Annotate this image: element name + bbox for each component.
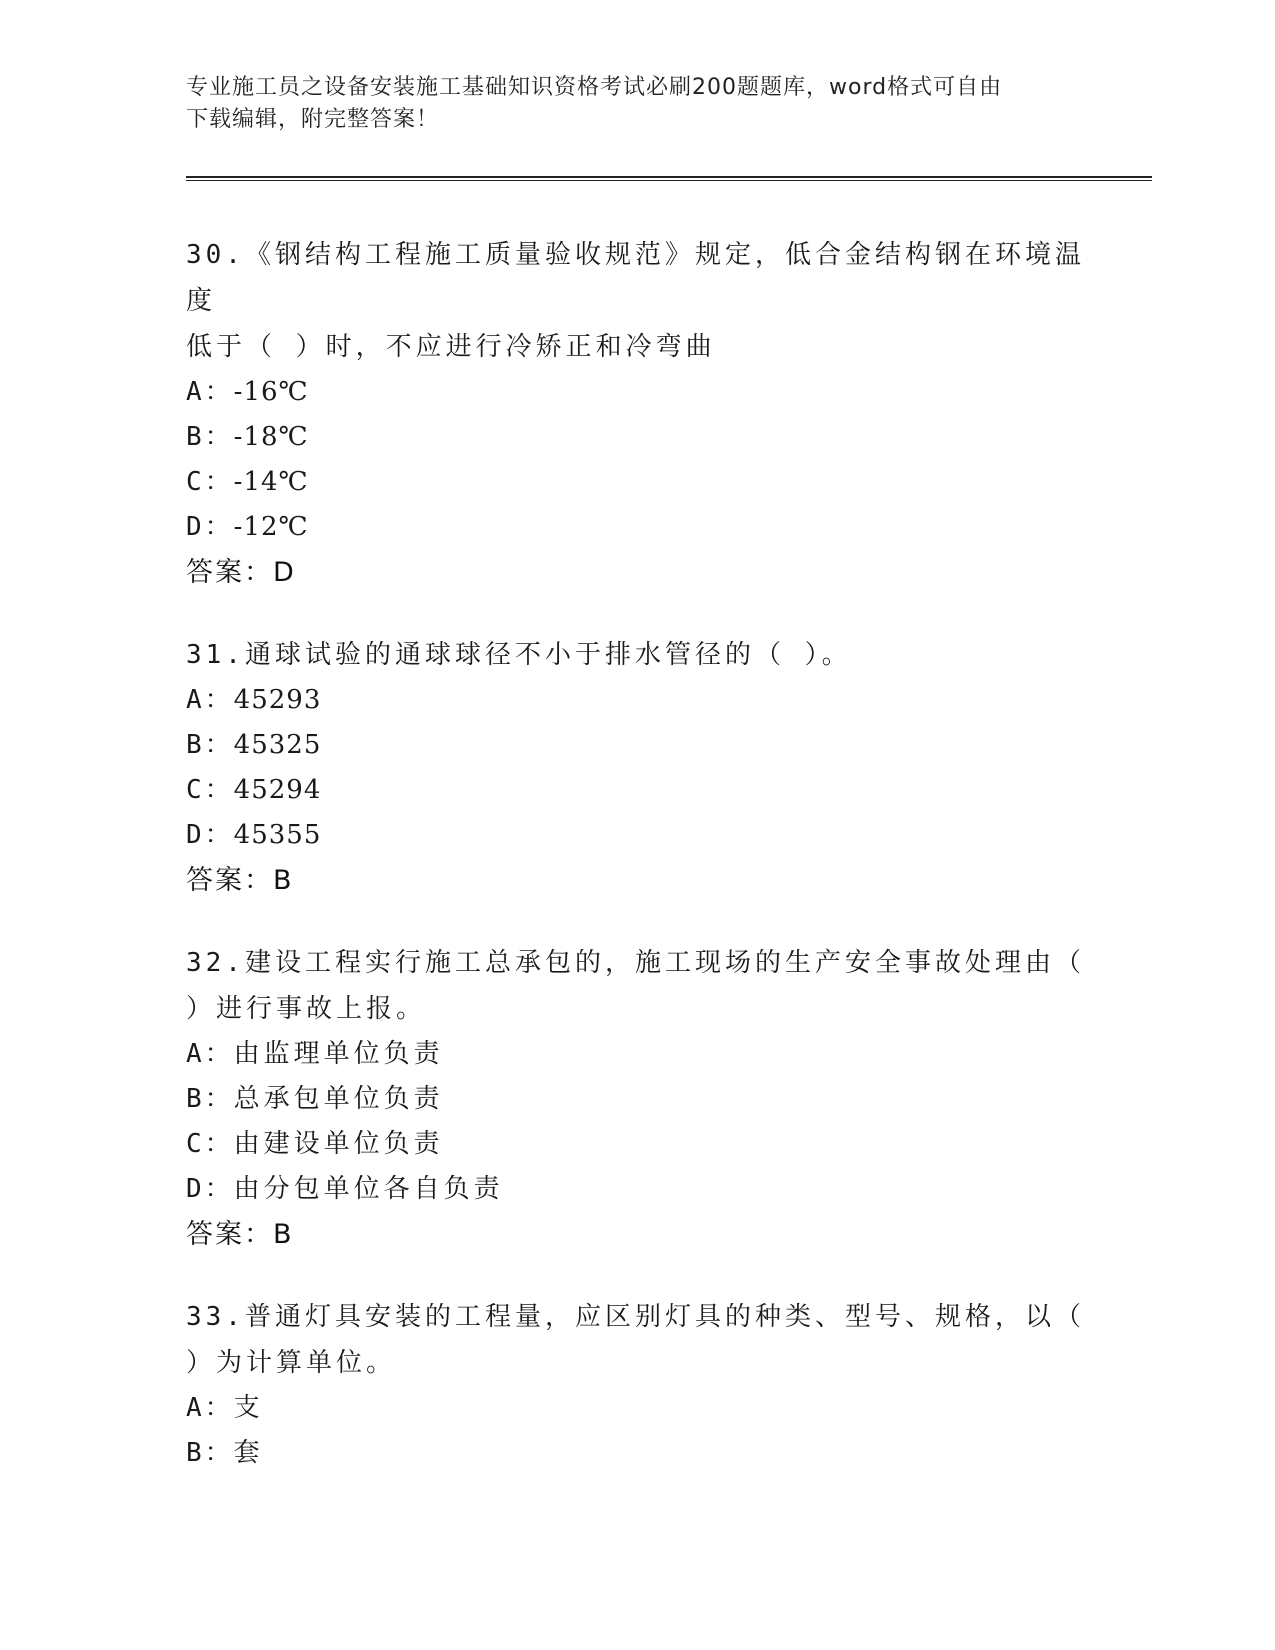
option-a [186,678,1086,723]
option-b [186,415,1086,460]
option-value: 总承包单位负责 [233,1084,444,1114]
option-d [186,505,1086,550]
option-value: 支 [233,1393,264,1423]
option-key: C： [186,467,234,497]
question-text-line: ）为计算单位。 [186,1348,397,1378]
option-b [186,1077,1086,1122]
option-d [186,1167,1086,1212]
option-c [186,1122,1086,1167]
option-a [186,1032,1086,1077]
option-key: B： [186,1438,234,1468]
option-key: D： [186,1174,234,1204]
option-value: -16℃ [233,377,309,407]
option-b [186,1431,1086,1476]
option-a [186,370,1086,415]
question-32 [186,940,1086,1258]
question-text-line: ）进行事故上报。 [186,994,427,1024]
option-value: 由监理单位负责 [233,1039,444,1069]
option-key: B： [186,730,234,760]
answer-line: 答案：D [186,557,296,588]
option-key: A： [186,1393,234,1423]
question-text-line: 32.建设工程实行施工总承包的，施工现场的生产安全事故处理由（ [186,948,1085,978]
option-value: 45355 [233,820,322,850]
header-divider [186,176,1152,181]
option-key: B： [186,422,234,452]
answer-line: 答案：B [186,865,294,896]
question-33 [186,1294,1086,1476]
question-text-line: 30.《钢结构工程施工质量验收规范》规定，低合金结构钢在环境温度 [186,240,1085,316]
option-c [186,768,1086,813]
option-a [186,1386,1086,1431]
option-value: 套 [233,1438,264,1468]
question-list [186,232,1086,1512]
option-c [186,460,1086,505]
answer-line: 答案：B [186,1219,294,1250]
header-line-1: 专业施工员之设备安装施工基础知识资格考试必刷200题题库，word格式可自由 [186,75,1003,100]
document-header [186,72,1066,136]
option-key: D： [186,820,234,850]
option-value: 由分包单位各自负责 [233,1174,504,1204]
option-d [186,813,1086,858]
question-text-line: 33.普通灯具安装的工程量，应区别灯具的种类、型号、规格，以（ [186,1302,1085,1332]
question-text-line: 31.通球试验的通球球径不小于排水管径的（ ）。 [186,640,852,670]
option-key: A： [186,377,234,407]
option-key: C： [186,775,234,805]
header-line-2: 下载编辑，附完整答案！ [186,107,440,132]
option-value: 由建设单位负责 [233,1129,444,1159]
question-31 [186,632,1086,904]
option-value: -12℃ [233,512,309,542]
question-30 [186,232,1086,596]
option-value: 45293 [233,685,322,715]
option-key: B： [186,1084,234,1114]
option-key: C： [186,1129,234,1159]
question-text-line: 低于（ ）时，不应进行冷矫正和冷弯曲 [186,332,716,362]
option-key: A： [186,685,234,715]
option-key: D： [186,512,234,542]
option-value: -18℃ [233,422,309,452]
option-value: -14℃ [233,467,309,497]
option-value: 45294 [233,775,322,805]
option-value: 45325 [233,730,322,760]
option-b [186,723,1086,768]
option-key: A： [186,1039,234,1069]
